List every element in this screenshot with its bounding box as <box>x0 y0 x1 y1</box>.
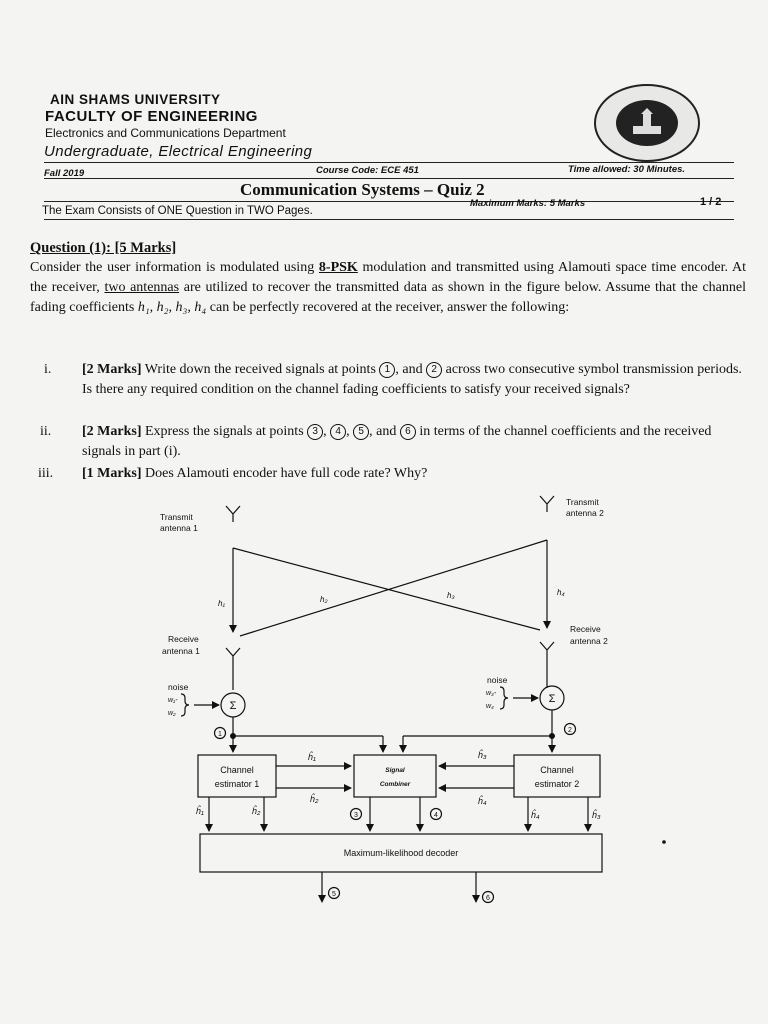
h1-label: h₁ <box>218 599 225 608</box>
junction-dot-1 <box>231 734 235 738</box>
time-allowed: Time allowed: 30 Minutes. <box>568 164 686 175</box>
channel-estimator-2 <box>514 755 600 797</box>
fading-coefficients: h₁, h₂, h₃, h₄ <box>137 300 207 315</box>
h4-label: h₄ <box>557 588 565 597</box>
course-code: Course Code: ECE 451 <box>316 165 419 176</box>
hat-h4-right: ĥ₄ <box>531 810 540 820</box>
point-4-number: 4 <box>434 812 438 819</box>
point-4-marker: 4 <box>330 424 346 440</box>
max-marks: Maximum Marks: 5 Marks <box>470 198 586 209</box>
h2-label: h₂ <box>320 595 328 604</box>
point-2-marker: 2 <box>426 362 442 378</box>
ce2-label-line2: estimator 2 <box>534 779 580 789</box>
noise-2-w4: w₄ <box>486 703 494 710</box>
path-h2 <box>240 540 547 636</box>
sum-symbol-1: Σ <box>229 700 237 712</box>
stray-dot <box>662 840 666 844</box>
noise-label-2: noise <box>487 675 508 685</box>
ce2-label-line1: Channel <box>540 765 574 775</box>
path-h3 <box>233 548 540 630</box>
department-name: Electronics and Communications Department <box>45 126 286 140</box>
antenna-count: two antennas <box>104 280 180 295</box>
point-5-number: 5 <box>332 891 336 898</box>
tx2-label-line1: Transmit <box>566 497 599 507</box>
faculty-name: FACULTY OF ENGINEERING <box>45 108 258 125</box>
exam-title: Communication Systems – Quiz 2 <box>240 180 485 199</box>
receive-antenna-2-icon <box>540 642 554 688</box>
point-6-number: 6 <box>486 895 490 902</box>
noise-label-1: noise <box>168 682 189 692</box>
program-name: Undergraduate, Electrical Engineering <box>44 143 313 160</box>
point-3-marker: 3 <box>307 424 323 440</box>
item-number-1: i. <box>44 362 52 377</box>
hat-h1-left: ĥ₁ <box>196 806 204 816</box>
point-3-number: 3 <box>354 812 358 819</box>
rx1-label-line2: antenna 1 <box>162 646 200 656</box>
tx1-label-line1: Transmit <box>160 512 193 522</box>
question-item-2: [2 Marks] Express the signals at points 3 , 4 , 5 , and 6 in terms of the channel coefficients and the received signals in part (i). <box>82 424 712 459</box>
transmit-antenna-1-icon <box>226 506 240 522</box>
h3-label: h₃ <box>447 591 455 600</box>
question-intro: Consider the user information is modulated using 8-PSK modulation and transmitted using Alamouti space time encoder. At the receiver, two antennas are utilized to recover the transmitted data as shown in the figure below. Assume that the channel fading coefficients h₁, h₂, h₃, h₄ can be perfectly recovered at the receiver, answer the following: <box>30 260 746 315</box>
question-item-1: [2 Marks] Write down the received signals at points 1 , and 2 across two consecutive symbol transmission periods. Is there any required condition on the channel fading coefficients to satisfy your received signals? <box>82 362 742 397</box>
point-1-number: 1 <box>218 731 222 738</box>
ce1-label-line2: estimator 1 <box>214 779 260 789</box>
hat-h3-right: ĥ₃ <box>592 810 601 820</box>
signal-combiner <box>354 755 436 797</box>
tx2-label-line2: antenna 2 <box>566 508 604 518</box>
combiner-label-line2: Combiner <box>379 781 411 788</box>
ml-decoder-label: Maximum-likelihood decoder <box>343 848 459 858</box>
question-item-3: [1 Marks] Does Alamouti encoder have full code rate? Why? <box>82 466 428 481</box>
item-number-3: iii. <box>38 466 54 481</box>
rx1-label-line1: Receive <box>168 634 199 644</box>
point-1-marker: 1 <box>379 362 395 378</box>
hat-h3-top: ĥ₃ <box>478 750 487 760</box>
channel-estimator-1 <box>198 755 276 797</box>
rx2-label-line2: antenna 2 <box>570 636 608 646</box>
combiner-label-line1: Signal <box>385 767 405 774</box>
ce1-label-line1: Channel <box>220 765 254 775</box>
term-label: Fall 2019 <box>44 168 85 179</box>
question-heading: Question (1): [5 Marks] <box>30 240 177 256</box>
item-number-2: ii. <box>40 424 52 439</box>
university-name: AIN SHAMS UNIVERSITY <box>50 92 221 107</box>
hat-h2-left: ĥ₂ <box>252 806 261 816</box>
point-5-marker: 5 <box>353 424 369 440</box>
transmit-antenna-2-icon <box>540 496 554 512</box>
junction-dot-2 <box>550 734 554 738</box>
hat-h4-mid: ĥ₄ <box>478 796 487 806</box>
receive-antenna-1-icon <box>226 648 240 690</box>
hat-h2-mid: ĥ₂ <box>310 794 319 804</box>
rx2-label-line1: Receive <box>570 624 601 634</box>
modulation-type: 8-PSK <box>318 260 358 275</box>
hat-h1-top: ĥ₁ <box>308 752 316 762</box>
noise-1-w2: w₂ <box>168 710 176 717</box>
exam-pages-note: The Exam Consists of ONE Question in TWO Pages. <box>42 205 313 217</box>
point-6-marker: 6 <box>400 424 416 440</box>
sum-symbol-2: Σ <box>548 693 556 705</box>
tx1-label-line2: antenna 1 <box>160 523 198 533</box>
noise-2-w3: w₃- <box>486 690 497 697</box>
point-2-number: 2 <box>568 727 572 734</box>
page-number: 1 / 2 <box>700 196 722 208</box>
noise-1-w1: w₁- <box>168 697 178 704</box>
